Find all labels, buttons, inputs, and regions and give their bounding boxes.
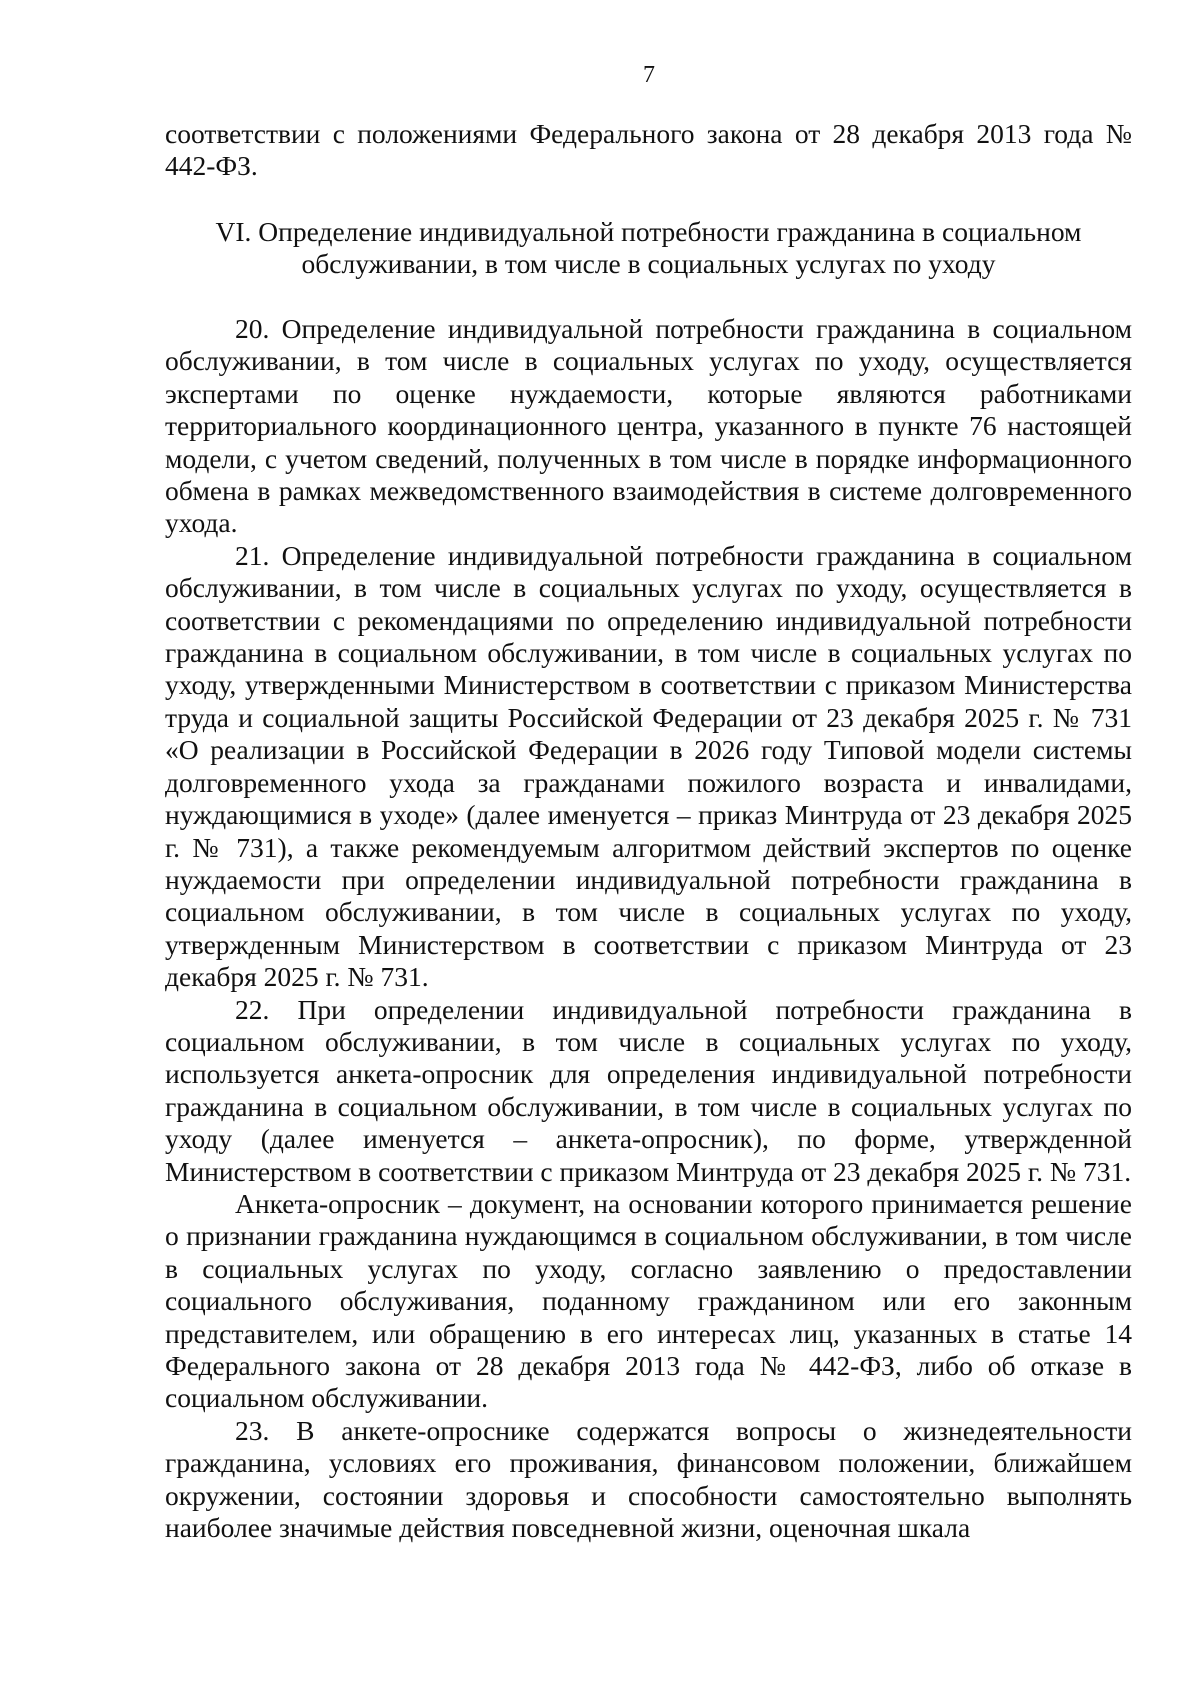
intro-block [165, 118, 1132, 183]
section-heading-line-1: VI. Определение индивидуальной потребности гражданина в социальном [215, 216, 1082, 247]
section-heading [165, 216, 1132, 281]
body-text [165, 313, 1132, 1544]
paragraph-23: 23. В анкете-опроснике содержатся вопросы о жизнедеятельности гражданина, условиях его проживания, финансовом положении, ближайшем окружении, состоянии здоровья и способности самостоятельно выполнять наиболее значимые действия повседневной жизни, оценочная шкала [165, 1414, 1132, 1544]
section-heading-line-2: обслуживании, в том числе в социальных услугах по уходу [301, 248, 996, 280]
paragraph-20: 20. Определение индивидуальной потребности гражданина в социальном обслуживании, в том числе в социальных услугах по уходу, осуществляется экспертами по оценке нуждаемости, которые являются работниками территориального координационного центра, указанного в пункте 76 настоящей модели, с учетом сведений, полученных в том числе в порядке информационного обмена в рамках межведомственного взаимодействия в системе долговременного ухода. [165, 313, 1132, 539]
paragraph-21: 21. Определение индивидуальной потребности гражданина в социальном обслуживании, в том числе в социальных услугах по уходу, осуществляется в соответствии с рекомендациями по определению индивидуальной потребности гражданина в социальном обслуживании, в том числе в социальных услугах по уходу, утвержденными Министерством в соответствии с приказом Министерства труда и социальной защиты Российской Федерации от 23 декабря 2025 г. № 731 «О реализации в Российской Федерации в 2026 году Типовой модели системы долговременного ухода за гражданами пожилого возраста и инвалидами, нуждающимися в уходе» (далее именуется – приказ Минтруда от 23 декабря 2025 г. № 731), а также рекомендуемым алгоритмом действий экспертов по оценке нуждаемости при определении индивидуальной потребности гражданина в социальном обслуживании, в том числе в социальных услугах по уходу, утвержденным Министерством в соответствии с приказом Минтруда от 23 декабря 2025 г. № 731. [165, 539, 1132, 993]
paragraph-22: 22. При определении индивидуальной потребности гражданина в социальном обслуживании, в том числе в социальных услугах по уходу, используется анкета-опросник для определения индивидуальной потребности гражданина в социальном обслуживании, в том числе в социальных услугах по уходу (далее именуется – анкета-опросник), по форме, утвержденной Министерством в соответствии с приказом Минтруда от 23 декабря 2025 г. № 731. [165, 993, 1132, 1187]
paragraph-questionnaire-definition: Анкета-опросник – документ, на основании которого принимается решение о признании гражданина нуждающимся в социальном обслуживании, в том числе в социальных услугах по уходу, согласно заявлению о предоставлении социального обслуживания, поданному гражданином или его законным представителем, или обращению в его интересах лиц, указанных в статье 14 Федерального закона от 28 декабря 2013 года № 442-ФЗ, либо об отказе в социальном обслуживании. [165, 1187, 1132, 1414]
page-number: 7 [643, 62, 655, 88]
intro-paragraph: соответствии с положениями Федерального закона от 28 декабря 2013 года № 442-ФЗ. [165, 118, 1132, 182]
